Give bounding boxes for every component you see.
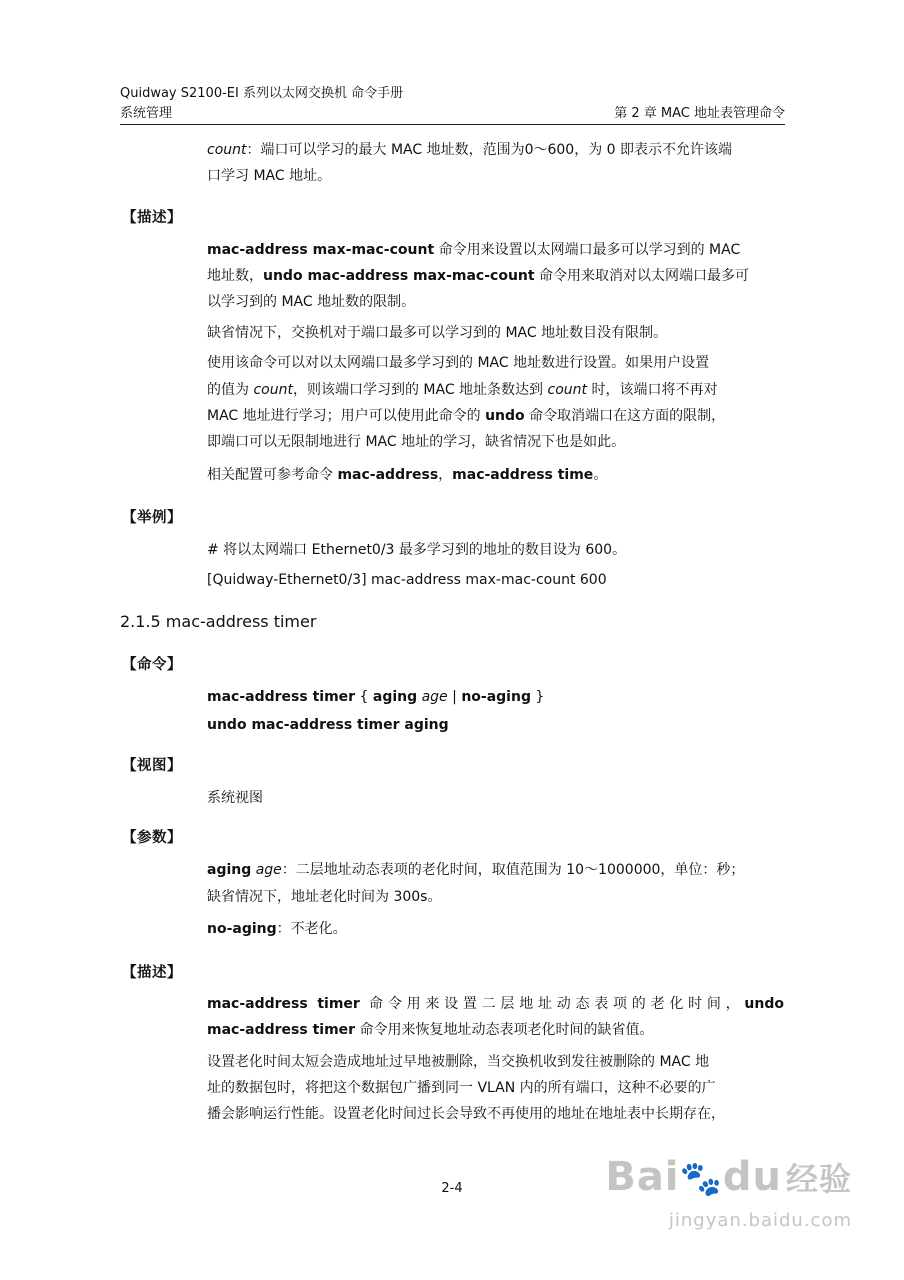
section-label-describe-2: 【描述】	[122, 965, 182, 981]
view-text: 系统视图	[207, 790, 263, 806]
desc1-para3-line3: MAC 地址进行学习；用户可以使用此命令的 undo 命令取消端口在这方面的限制，	[207, 408, 726, 424]
section-label-view: 【视图】	[122, 758, 182, 774]
desc2-para2-line1: 设置老化时间太短会造成地址过早地被删除，当交换机收到发往被删除的 MAC 地	[207, 1054, 710, 1070]
doc-header-title: Quidway S2100-EI 系列以太网交换机 命令手册	[120, 86, 404, 101]
param-aging-line1: aging age：二层地址动态表项的老化时间，取值范围为 10～1000000，单位：秒；	[207, 862, 745, 878]
paw-icon: 🐾	[679, 1159, 723, 1199]
desc1-para4: 相关配置可参考命令 mac-address，mac-address time。	[207, 467, 608, 483]
param-aging-line2: 缺省情况下，地址老化时间为 300s。	[207, 889, 442, 905]
header-rule	[120, 124, 785, 125]
desc2-line2: mac-address timer 命令用来恢复地址动态表项老化时间的缺省值。	[207, 1022, 654, 1038]
desc1-para3-line1: 使用该命令可以对以太网端口最多学习到的 MAC 地址数进行设置。如果用户设置	[207, 355, 710, 371]
baidu-jingyan-url: jingyan.baidu.com	[668, 1210, 852, 1231]
command-syntax-line2: undo mac-address timer aging	[207, 717, 449, 733]
section-label-command: 【命令】	[122, 657, 182, 673]
section-label-example: 【举例】	[122, 510, 182, 526]
doc-header-section: 系统管理	[120, 106, 173, 121]
baidu-jingyan-logo: Bai🐾du 经验	[605, 1154, 852, 1200]
section-label-params: 【参数】	[122, 830, 182, 846]
desc1-line2: 地址数，undo mac-address max-mac-count 命令用来取消对以太网端口最多可	[207, 268, 750, 284]
desc1-para3-line2: 的值为 count，则该端口学习到的 MAC 地址条数达到 count 时，该端口将不再对	[207, 382, 718, 398]
desc1-para2: 缺省情况下，交换机对于端口最多可以学习到的 MAC 地址数目没有限制。	[207, 325, 668, 341]
param-noaging: no-aging：不老化。	[207, 921, 347, 937]
desc2-line1: mac-address timer 命令用来设置二层地址动态表项的老化时间，undo	[207, 996, 784, 1012]
desc1-line3: 以学习到的 MAC 地址数的限制。	[207, 294, 416, 310]
count-param-line1: count：端口可以学习的最大 MAC 地址数，范围为0～600，为 0 即表示不允许该端	[207, 142, 733, 158]
count-param-line2: 口学习 MAC 地址。	[207, 168, 332, 184]
section-heading: 2.1.5 mac-address timer	[120, 612, 317, 631]
example-command: [Quidway-Ethernet0/3] mac-address max-mac-count 600	[207, 572, 607, 588]
command-syntax-line1: mac-address timer { aging age | no-aging }	[207, 689, 545, 705]
desc2-para2-line2: 址的数据包时，将把这个数据包广播到同一 VLAN 内的所有端口，这种不必要的广	[207, 1080, 716, 1096]
desc1-line1: mac-address max-mac-count 命令用来设置以太网端口最多可以学习到的 MAC	[207, 242, 741, 258]
page-number: 2-4	[441, 1181, 463, 1196]
desc1-para3-line4: 即端口可以无限制地进行 MAC 地址的学习，缺省情况下也是如此。	[207, 434, 626, 450]
desc2-para2-line3: 播会影响运行性能。设置老化时间过长会导致不再使用的地址在地址表中长期存在，	[207, 1106, 725, 1122]
doc-header-chapter: 第 2 章 MAC 地址表管理命令	[614, 106, 785, 121]
section-label-describe: 【描述】	[122, 210, 182, 226]
example-comment: # 将以太网端口 Ethernet0/3 最多学习到的地址的数目设为 600。	[207, 542, 627, 558]
